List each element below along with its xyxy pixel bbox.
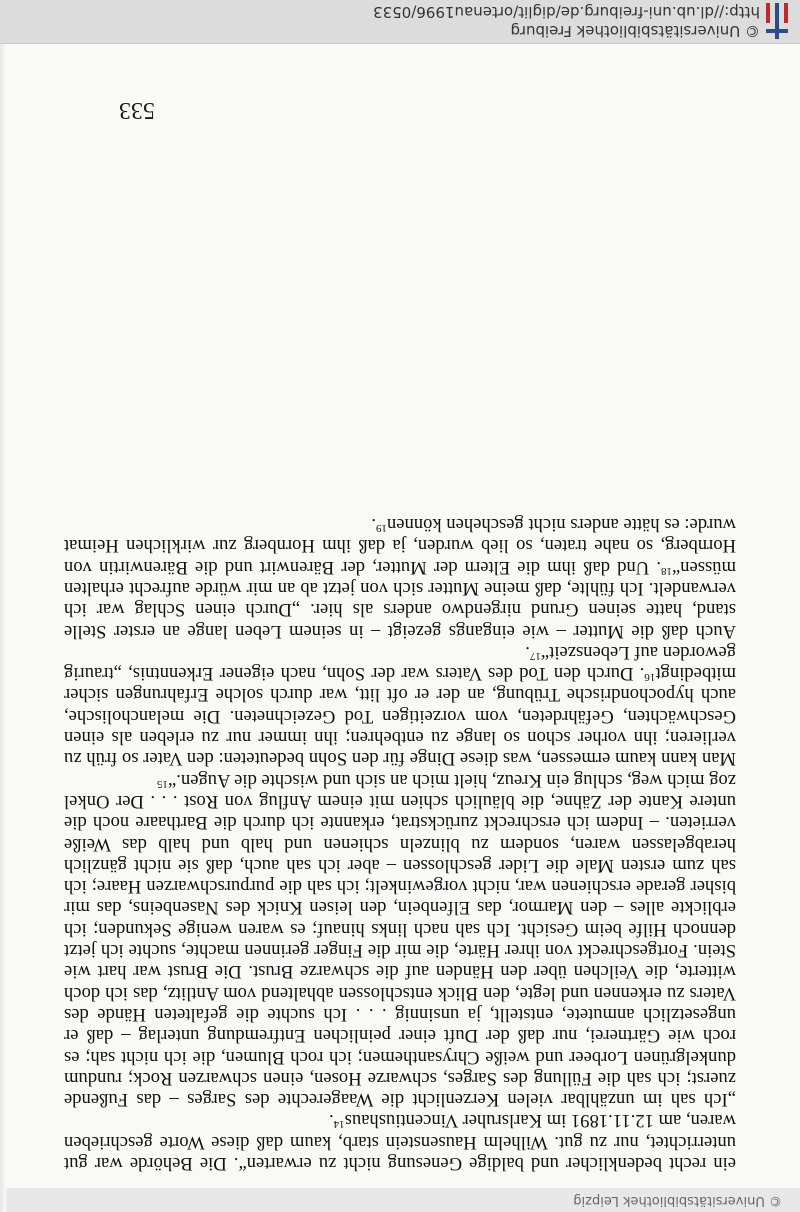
- logo-bar: [775, 3, 779, 39]
- text-run: .: [329, 1110, 334, 1132]
- footnote-ref: 18: [660, 564, 672, 577]
- footer-credit: © Universitätsbibliothek Freiburg: [510, 22, 760, 40]
- paragraph: [64, 1110, 736, 1174]
- footnote-ref: 16: [644, 671, 656, 684]
- paragraph: [64, 769, 736, 1110]
- footnote-ref: 17: [529, 649, 541, 662]
- text-run: „Ich sah im unzählbar vielen Kerzenlicht die Waagerechte des Sarges – das Fußende zuerst; ich sah die Füllung des Sarges, schwarze Hosen, einen schwarzen Rock; rundum dunkelgrünen Lorbeer und weiße Chrysanthemen; ich roch Blumen, die ich nicht sah; es roch wie Gärtnerei, nur daß der Duft einer peinlichen Entfremdung unterlag – daß er ungesetzlich anmutete, entstellt, ja unsinnig . . . Ich suchte die gefalteten Hände des Vaters zu erkennen und legte, den Blick entschlossen abhaltend vom Antlitz, das ich doch witterte, die Veilchen über den Händen auf die schwarze Brust. Die Brust war hart wie Stein. Fortgeschreckt von ihrer Härte, die mir die Finger gerinnen machte, suchte ich jetzt dennoch Hilfe beim Gesicht. Ich sah nach links hinauf; es waren wenige Sekunden; ich erblickte alles – den Marmor, das Elfenbein, den leisen Knick des Nasenbeins, das mir bisher gerade erschienen war, nicht vorgewinkelt; ich sah die purpurschwarzen Haare; ich sah zum ersten Male die Lider geschlossen – aber ich sah auch, daß sie nicht gänzlich herabgelassen waren, sondern zu blinzeln schienen und halb und halb das Weiße verrieten. – Indem ich erschreckt zurückstrat, erkannte ich durch die Barthaare noch die untere Kante der Zähne, die bläulich schien mit einem Anflug von Rost . . . Der Onkel zog mich weg, schlug ein Kreuz, hielt mich an sich und wischte die Augen.“: [64, 769, 736, 1111]
- footnote-ref: 14: [333, 1118, 345, 1131]
- footnote-ref: 19: [375, 522, 387, 535]
- text-run: . Durch den Tod des Vaters war der Sohn, nach eigener Erkenntnis, „traurig geworden auf Lebenszeit“: [64, 641, 736, 685]
- footnote-ref: 15: [157, 777, 168, 790]
- logo-bar: [766, 29, 788, 33]
- logo-bar: [766, 3, 770, 23]
- page-number: 533: [119, 97, 155, 123]
- paragraph: [64, 514, 736, 642]
- text-run: . Und daß ihm die Eltern der Mutter, der Bärenwirt und die Bärenwirtin von Hornberg, so nahe traten, so lieb wurden, ja daß ihm Hornberg zur wirklichen Heimat wurde: es hätte anders nicht geschehen können: [64, 514, 736, 578]
- text-run: .: [371, 514, 376, 536]
- library-footer: [0, 0, 800, 44]
- text-run: Man kann kaum ermessen, was diese Dinge für den Sohn bedeuteten: den Vater so früh zu verlieren; ihn vorher schon so lange zu entbehren; ihn immer nur zu erleben als einen Geschwächten, Gefährdeten, vom vorzeitigen Tod Gezeichneten. Die melancholische, auch hypochondrische Trübung, an der er oft litt, war durch solche Erfahrungen sicher mitbedingt: [64, 663, 736, 770]
- page-header-strip: [0, 1188, 800, 1212]
- book-page: [0, 20, 800, 1212]
- logo-bar: [784, 3, 788, 23]
- text-run: Auch daß die Mutter – wie eingangs gezeigt – in seinem Leben lange an erster Stelle stand, hatte seinen Grund nirgendwo anders als hier. „Durch einen Schlag war ich verwandelt. Ich fühlte, daß meine Mutter sich von jetzt ab an mir würde aufrecht erhalten müssen“: [64, 556, 736, 642]
- text-run: ein recht bedenklicher und baldige Genesung nicht zu erwarten“. Die Behörde war gut unterrichtet, nur zu gut. Wilhelm Hausenstein starb, kaum daß diese Worte geschrieben waren, am 12.11.1891 im Karlsruher Vincentiushaus: [64, 1110, 736, 1174]
- page-body: [64, 514, 736, 1174]
- paragraph: [64, 642, 736, 770]
- footer-url[interactable]: http://dl.ub.uni-freiburg.de/diglit/ortenau1996/0533: [373, 3, 760, 21]
- university-logo-icon: [762, 3, 792, 39]
- text-run: .: [525, 641, 530, 663]
- header-credit: © Universitätsbibliothek Leipzig: [573, 1193, 782, 1208]
